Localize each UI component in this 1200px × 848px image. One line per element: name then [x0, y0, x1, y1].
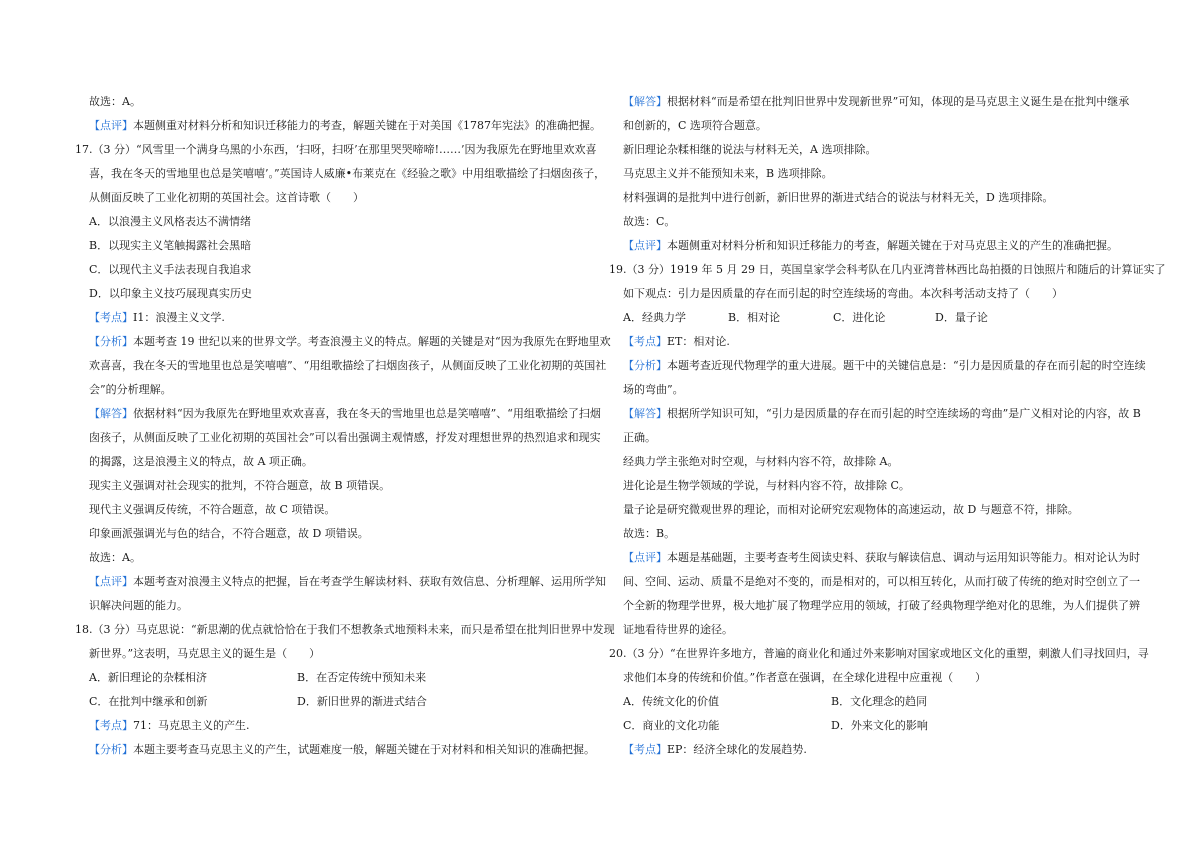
q19-jieda-line-5: 量子论是研究微观世界的理论，而相对论研究宏观物体的高速运动，故 D 与题意不符，排除。	[623, 503, 1079, 516]
jieda-text: 依据材料“因为我原先在野地里欢欢喜喜，我在冬天的雪地里也总是笑嘻嘻”、“用组歌描绘了扫烟	[133, 407, 601, 420]
q17-jieda-line-3: 的揭露，这是浪漫主义的特点，故 A 项正确。	[89, 455, 313, 468]
q17-jieda-line-1	[75, 402, 601, 426]
q19-fenxi-line-1	[609, 354, 1146, 378]
q18-jieda-line-2: 和创新的，C 选项符合题意。	[623, 119, 767, 132]
q19-dianping-line-3: 个全新的物理学世界，极大地扩展了物理学应用的领域，打破了经典物理学绝对化的思维，为人们提供了辨	[623, 599, 1140, 612]
dianping-text: 本题是基础题，主要考查考生阅读史料、获取与解读信息、调动与运用知识等能力。相对论认为时	[667, 551, 1140, 564]
q17-stem-line-2: 喜，我在冬天的雪地里也总是笑嘻嘻’。”英国诗人威廉•布莱克在《经验之歌》中用组歌描绘了扫烟囱孩子，	[89, 167, 606, 180]
jieda-tag: 【解答】	[89, 407, 133, 420]
q19-options-row	[609, 306, 1131, 330]
q18-dianping	[609, 234, 1131, 258]
q19-answer: 故选：B。	[623, 527, 676, 540]
q19-dianping-line-2: 间、空间、运动、质量不是绝对不变的，而是相对的，可以相互转化，从而打破了传统的绝对时空创立了一	[623, 575, 1140, 588]
q20-options-row-1	[609, 690, 1131, 714]
q19-option-c: C．进化论	[833, 311, 886, 324]
q17-jieda-line-4: 现实主义强调对社会现实的批判，不符合题意，故 B 项错误。	[89, 479, 391, 492]
left-column	[75, 90, 615, 762]
q18-option-d: D．新旧世界的渐进式结合	[297, 695, 427, 708]
q17-stem-line-3: 从侧面反映了工业化初期的英国社会。这首诗歌（ ）	[89, 191, 364, 204]
q19-jieda-line-3: 经典力学主张绝对时空观，与材料内容不符，故排除 A。	[623, 455, 899, 468]
comment-tag: 【点评】	[89, 119, 133, 132]
q17-jieda-line-5: 现代主义强调反传统，不符合题意，故 C 项错误。	[89, 503, 336, 516]
q19-jieda-line-4: 进化论是生物学领域的学说，与材料内容不符，故排除 C。	[623, 479, 910, 492]
q20-stem-line-1: 20.（3 分）“在世界许多地方，普遍的商业化和通过外来影响对国家或地区文化的重塑，刺激人们寻找回归，寻	[609, 647, 1149, 660]
q20-kaodian	[609, 738, 1131, 762]
dianping-tag: 【点评】	[623, 239, 667, 252]
q18-option-c: C．在批判中继承和创新	[89, 695, 208, 708]
q19-stem-line-2: 如下观点：引力是因质量的存在而引起的时空连续场的弯曲。本次科考活动支持了（ ）	[623, 287, 1063, 300]
q18-option-b: B．在否定传统中预知未来	[297, 671, 427, 684]
fenxi-tag: 【分析】	[89, 743, 133, 756]
comment-text: 本题侧重对材料分析和知识迁移能力的考查，解题关键在于对美国《1787年宪法》的准确把握。	[133, 119, 601, 132]
q17-dianping-line-2: 识解决问题的能力。	[89, 599, 188, 612]
fenxi-tag: 【分析】	[89, 335, 133, 348]
kaodian-tag: 【考点】	[89, 719, 133, 732]
q17-jieda-line-2: 囱孩子，从侧面反映了工业化初期的英国社会”可以看出强调主观情感，抒发对理想世界的热烈追求和现实	[89, 431, 601, 444]
q17-jieda-line-6: 印象画派强调光与色的结合，不符合题意，故 D 项错误。	[89, 527, 369, 540]
kaodian-text: ET：相对论.	[667, 335, 730, 348]
kaodian-text: 71：马克思主义的产生.	[133, 719, 250, 732]
q18-stem-line-2: 新世界。”这表明，马克思主义的诞生是（ ）	[89, 647, 321, 660]
q17-option-c: C．以现代主义手法表现自我追求	[89, 263, 252, 276]
q20-option-d: D．外来文化的影响	[831, 719, 928, 732]
q17-option-b: B．以现实主义笔触揭露社会黑暗	[89, 239, 252, 252]
q17-answer: 故选：A。	[89, 551, 141, 564]
q18-kaodian	[75, 714, 580, 738]
fenxi-text: 本题主要考查马克思主义的产生，试题难度一般，解题关键在于对材料和相关知识的准确把握。	[133, 743, 595, 756]
fenxi-text: 本题考查近现代物理学的重大进展。题干中的关键信息是：“引力是因质量的存在而引起的时空连续	[667, 359, 1146, 372]
q17-fenxi-line-3: 会”的分析理解。	[89, 383, 172, 396]
q18-options-row-1	[75, 666, 580, 690]
comment-line	[75, 114, 601, 138]
q19-jieda-line-1	[609, 402, 1141, 426]
q17-fenxi-line-2: 欢喜喜，我在冬天的雪地里也总是笑嘻嘻”、“用组歌描绘了扫烟囱孩子，从侧面反映了工业化初期的英国社	[89, 359, 607, 372]
q19-fenxi-line-2: 场的弯曲”。	[623, 383, 684, 396]
kaodian-tag: 【考点】	[623, 335, 667, 348]
q17-dianping-line-1	[75, 570, 606, 594]
answer-line: 故选：A。	[89, 95, 141, 108]
q18-jieda-line-3: 新旧理论杂糅相继的说法与材料无关，A 选项排除。	[623, 143, 877, 156]
q18-jieda-line-4: 马克思主义并不能预知未来，B 选项排除。	[623, 167, 833, 180]
q18-answer: 故选：C。	[623, 215, 676, 228]
q18-fenxi	[75, 738, 595, 762]
dianping-tag: 【点评】	[623, 551, 667, 564]
q19-stem-line-1: 19.（3 分）1919 年 5 月 29 日，英国皇家学会科考队在几内亚湾普林西比岛拍摄的日蚀照片和随后的计算证实了	[609, 263, 1166, 276]
kaodian-text: I1：浪漫主义文学.	[133, 311, 225, 324]
q17-option-a: A．以浪漫主义风格表达不满情绪	[89, 215, 251, 228]
q17-option-d: D．以印象主义技巧展现真实历史	[89, 287, 252, 300]
q18-jieda-line-1	[609, 90, 1131, 114]
fenxi-tag: 【分析】	[623, 359, 667, 372]
jieda-tag: 【解答】	[623, 407, 667, 420]
q19-option-a: A．经典力学	[623, 311, 686, 324]
dianping-text: 本题考查对浪漫主义特点的把握，旨在考查学生解读材料、获取有效信息、分析理解、运用所学知	[133, 575, 606, 588]
fenxi-text: 本题考查 19 世纪以来的世界文学。考查浪漫主义的特点。解题的关键是对“因为我原先在野地里欢	[133, 335, 611, 348]
q18-option-a: A．新旧理论的杂糅相济	[89, 671, 207, 684]
q20-stem-line-2: 求他们本身的传统和价值。”作者意在强调，在全球化进程中应重视（ ）	[623, 671, 987, 684]
q17-stem-line-1: 17.（3 分）“风雪里一个满身乌黑的小东西，‘扫呀，扫呀’在那里哭哭啼啼!……’因为我原先在野地里欢欢喜	[75, 143, 597, 156]
q19-dianping-line-1	[609, 546, 1140, 570]
kaodian-text: EP：经济全球化的发展趋势.	[667, 743, 807, 756]
dianping-text: 本题侧重对材料分析和知识迁移能力的考查，解题关键在于对马克思主义的产生的准确把握。	[667, 239, 1118, 252]
q19-option-d: D．量子论	[935, 311, 988, 324]
q20-option-c: C．商业的文化功能	[623, 719, 720, 732]
dianping-tag: 【点评】	[89, 575, 133, 588]
jieda-tag: 【解答】	[623, 95, 667, 108]
jieda-text: 根据所学知识可知，“引力是因质量的存在而引起的时空连续场的弯曲”是广义相对论的内容，故 B	[667, 407, 1141, 420]
right-column	[609, 90, 1166, 762]
jieda-text: 根据材料“而是希望在批判旧世界中发现新世界”可知，体现的是马克思主义诞生是在批判中继承	[667, 95, 1130, 108]
q20-options-row-2	[609, 714, 1131, 738]
q17-kaodian	[75, 306, 580, 330]
q20-option-a: A．传统文化的价值	[623, 695, 719, 708]
q18-options-row-2	[75, 690, 580, 714]
q19-option-b: B．相对论	[728, 311, 781, 324]
q18-jieda-line-5: 材料强调的是批判中进行创新，新旧世界的渐进式结合的说法与材料无关，D 选项排除。	[623, 191, 1054, 204]
kaodian-tag: 【考点】	[89, 311, 133, 324]
q19-jieda-line-2: 正确。	[623, 431, 656, 444]
q20-option-b: B．文化理念的趋同	[831, 695, 928, 708]
q19-kaodian	[609, 330, 1131, 354]
q17-fenxi-line-1	[75, 330, 611, 354]
q19-dianping-line-4: 证地看待世界的途径。	[623, 623, 733, 636]
kaodian-tag: 【考点】	[623, 743, 667, 756]
q18-stem-line-1: 18.（3 分）马克思说：“新思潮的优点就恰恰在于我们不想教条式地预料未来，而只是希望在批判旧世界中发现	[75, 623, 615, 636]
